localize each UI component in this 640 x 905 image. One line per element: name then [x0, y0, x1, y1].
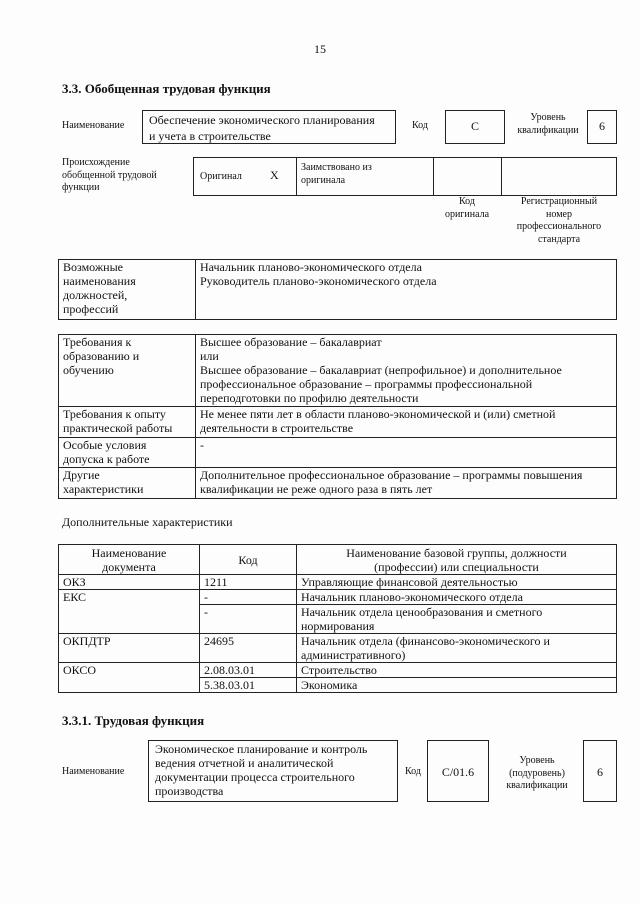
positions-label: Возможные наименования должностей, профессий — [59, 260, 196, 320]
page-number: 15 — [314, 42, 326, 56]
origin-label: Происхождение обобщенной трудовой функции — [62, 157, 157, 193]
table-cell: Начальник планово-экономического отдела — [297, 590, 617, 605]
extra-heading: Дополнительные характеристики — [62, 515, 233, 529]
table-cell: ОКПДТР — [59, 634, 200, 663]
subsection-heading: 3.3.1. Трудовая функция — [62, 713, 205, 728]
level-box: 6 — [583, 740, 617, 802]
table-cell: Строительство — [297, 663, 617, 678]
table-row — [59, 634, 617, 663]
level-box: 6 — [587, 110, 617, 144]
table-row — [59, 575, 617, 590]
origin-grid — [193, 157, 617, 196]
name-label: Наименование — [62, 120, 125, 131]
extra-table — [58, 544, 617, 693]
table-row — [59, 590, 617, 605]
positions-value: Начальник планово-экономического отдела Руководитель планово-экономического отдела — [196, 260, 617, 320]
requirement-label: Требования к опыту практической работы — [59, 407, 196, 438]
code-box: С — [445, 110, 505, 144]
table-cell: 24695 — [200, 634, 297, 663]
divider — [433, 158, 434, 195]
original-mark: X — [270, 168, 279, 182]
table-cell: 2.08.03.01 — [200, 663, 297, 678]
function-name-box: Обеспечение экономического планирования и учета в строительстве — [142, 110, 396, 144]
divider — [501, 158, 502, 195]
requirement-label: Особые условия допуска к работе — [59, 438, 196, 468]
table-row — [59, 663, 617, 678]
original-label: Оригинал — [200, 171, 242, 182]
table-cell: ЕКС — [59, 590, 200, 634]
table-cell: Управляющие финансовой деятельностью — [297, 575, 617, 590]
positions-table — [58, 259, 617, 320]
code-box: С/01.6 — [427, 740, 489, 802]
table-cell: 5.38.03.01 — [200, 678, 297, 693]
requirement-value: - — [196, 438, 617, 468]
table-cell: Начальник отдела (финансово-экономического и административного) — [297, 634, 617, 663]
table-cell: - — [200, 590, 297, 605]
table-header: Наименование базовой группы, должности (профессии) или специальности — [297, 545, 617, 575]
requirement-value: Не менее пяти лет в области планово-экономической и (или) сметной деятельности в строительстве — [196, 407, 617, 438]
table-cell: Начальник отдела ценообразования и сметного нормирования — [297, 605, 617, 634]
table-cell: Экономика — [297, 678, 617, 693]
borrowed-label: Заимствовано из оригинала — [301, 162, 372, 186]
divider — [296, 158, 297, 195]
level-label: Уровень (подуровень) квалификации — [506, 755, 568, 791]
requirement-label: Другие характеристики — [59, 468, 196, 499]
function-name-box: Экономическое планирование и контроль ведения отчетной и аналитической документации процесса строительного производства — [148, 740, 398, 802]
table-header: Код — [200, 545, 297, 575]
table-cell: ОКЗ — [59, 575, 200, 590]
registration-caption: Регистрационный номер профессионального стандарта — [516, 196, 602, 245]
code-label: Код — [405, 766, 421, 777]
table-cell: ОКСО — [59, 663, 200, 693]
level-label: Уровень квалификации — [517, 112, 579, 136]
requirement-value: Высшее образование – бакалавриат или Высшее образование – бакалавриат (непрофильное) и дополнительное профессиональное образование – программы профессиональной переподготовки по профилю деятельности — [196, 335, 617, 407]
requirement-label: Требования к образованию и обучению — [59, 335, 196, 407]
table-cell: - — [200, 605, 297, 634]
table-cell: 1211 — [200, 575, 297, 590]
requirements-table — [58, 334, 617, 499]
table-header: Наименование документа — [59, 545, 200, 575]
code-original-caption: Код оригинала — [444, 196, 490, 220]
section-heading: 3.3. Обобщенная трудовая функция — [62, 81, 271, 96]
name-label: Наименование — [62, 766, 125, 777]
code-label: Код — [412, 120, 428, 131]
requirement-value: Дополнительное профессиональное образование – программы повышения квалификации не реже одного раза в пять лет — [196, 468, 617, 499]
